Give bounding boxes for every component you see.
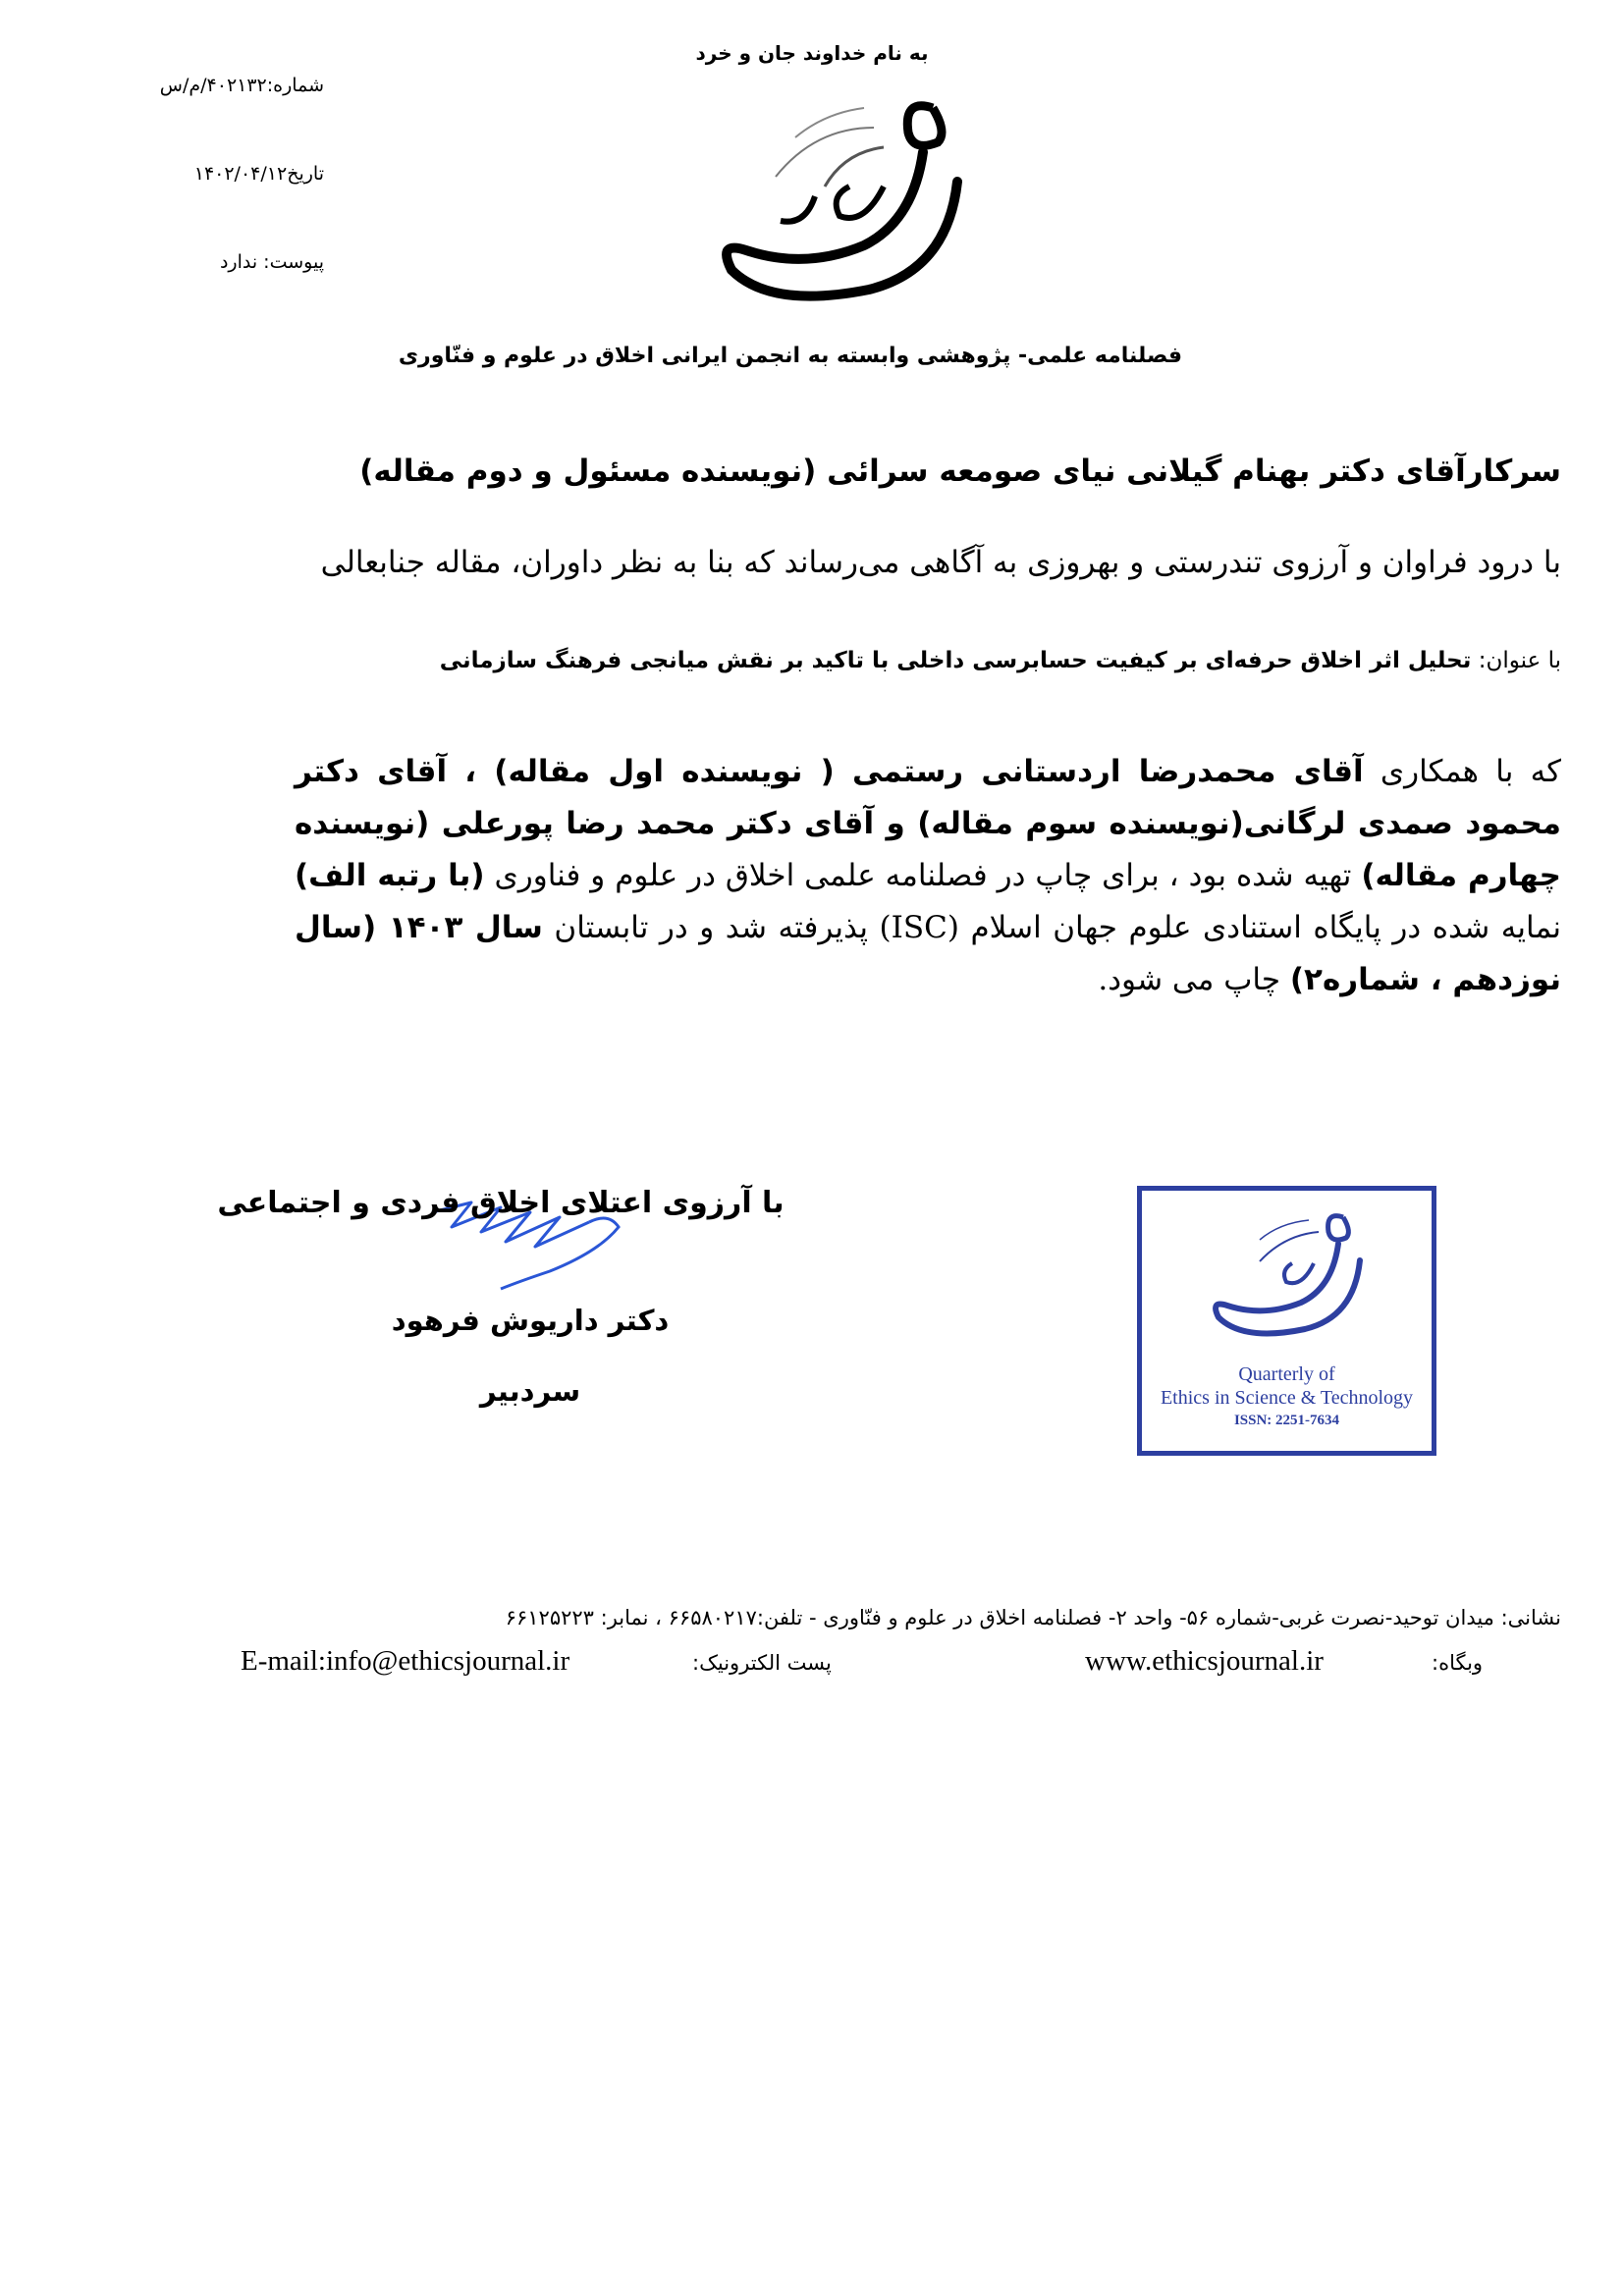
letter-attachment: پیوست: ندارد bbox=[219, 251, 324, 273]
journal-rank: (با رتبه الف) bbox=[295, 858, 485, 893]
greeting-line: با درود فراوان و آرزوی تندرستی و بهروزی به آگاهی می‌رساند که بنا به نظر داوران، مقاله جنابعالی bbox=[320, 545, 1561, 580]
stamp-line-2: Ethics in Science & Technology bbox=[1160, 1387, 1414, 1409]
letter-number: شماره:۴۰۲۱۳۲/م/س bbox=[159, 75, 324, 96]
body-text-3: نمایه شده در پایگاه استنادی علوم جهان اسلام (ISC) پذیرفته شد و در تابستان bbox=[542, 910, 1562, 945]
journal-subtitle: فصلنامه علمی- پژوهشی وابسته به انجمن ایرانی اخلاق در علوم و فنّاوری bbox=[398, 344, 1183, 368]
body-text-4: چاپ می شود. bbox=[1098, 962, 1290, 997]
stamp-line-1: Quarterly of bbox=[1238, 1363, 1335, 1385]
publication-issue: سال ۱۴۰۳ (سال نوزدهم ، شماره۲) bbox=[295, 910, 1561, 997]
website-label: وبگاه: bbox=[1432, 1651, 1484, 1675]
website-link[interactable]: www.ethicsjournal.ir bbox=[1085, 1645, 1324, 1677]
footer-address: نشانی: میدان توحید-نصرت غربی-شماره ۵۶- واحد ۲- فصلنامه اخلاق در علوم و فنّاوری - تلفن:۶۶۵۸۰۲۱۷ ، نمابر: ۶۶۱۲۵۲۲۳ bbox=[505, 1606, 1561, 1629]
journal-stamp bbox=[1137, 1186, 1436, 1456]
addressee-line: سرکارآقای دکتر بهنام گیلانی نیای صومعه سرائی (نویسنده مسئول و دوم مقاله) bbox=[359, 454, 1561, 489]
signatory-name: دکتر داریوش فرهود bbox=[391, 1304, 670, 1337]
article-title-line bbox=[295, 648, 1561, 673]
journal-logo bbox=[687, 88, 972, 314]
bismillah-heading: به نام خداوند جان و خرد bbox=[695, 41, 929, 65]
article-title: تحلیل اثر اخلاق حرفه‌ای بر کیفیت حسابرسی داخلی با تاکید بر نقش میانجی فرهنگ سازمانی bbox=[439, 648, 1472, 673]
email-link[interactable]: E-mail:info@ethicsjournal.ir bbox=[241, 1645, 570, 1677]
co-authors: آقای محمدرضا اردستانی رستمی ( نویسنده اول مقاله) ، آقای دکتر محمود صمدی لرگانی(نویسنده سوم مقاله) و آقای دکتر محمد رضا پورعلی (نویسنده چهارم مقاله) bbox=[295, 754, 1561, 893]
body-text-2: تهیه شده بود ، برای چاپ در فصلنامه علمی اخلاق در علوم و فناوری bbox=[484, 858, 1362, 893]
title-prefix: با عنوان: bbox=[1478, 648, 1561, 673]
stamp-logo bbox=[1211, 1202, 1368, 1340]
signatory-role: سردبیر bbox=[479, 1374, 581, 1408]
closing-wish: با آرزوی اعتلای اخلاق فردی و اجتماعی bbox=[217, 1186, 785, 1220]
stamp-issn: ISSN: 2251-7634 bbox=[1233, 1413, 1340, 1428]
letter-date: تاریخ۱۴۰۲/۰۴/۱۲ bbox=[193, 163, 324, 185]
email-label: پست الکترونیک: bbox=[692, 1651, 832, 1675]
acceptance-paragraph bbox=[295, 746, 1561, 1006]
body-text-1: که با همکاری bbox=[1363, 754, 1561, 789]
